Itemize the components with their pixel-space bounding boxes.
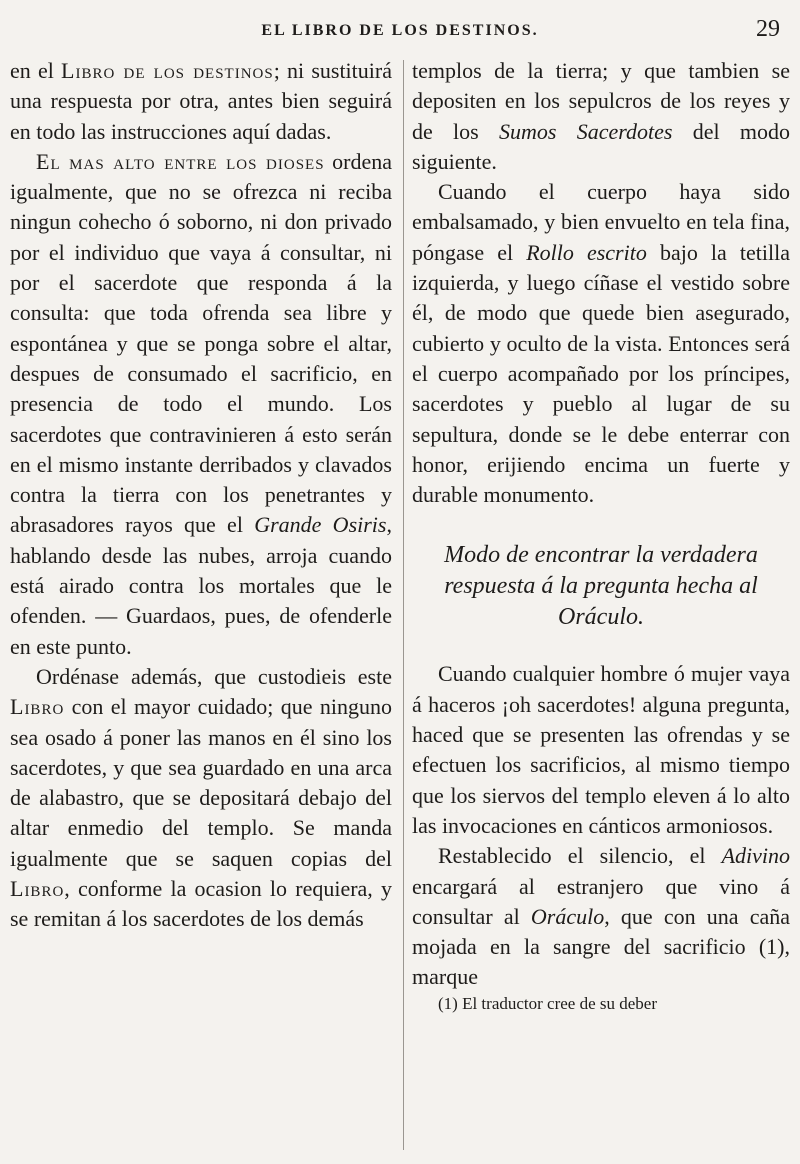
text-run: ordena igualmente, que no se ofrezca ni reciba ningun cohecho ó soborno, ni don privado por el individuo que vaya á consultar, ni por el sacerdote que responda á la consulta: que toda ofrenda sea libre y espontánea y que se ponga sobre el altar, despues de consumado el sacrificio, en presencia de todo el mundo. Los sacerdotes que contravinieren á esto serán en el mismo instante derribados y clavados contra la tierra con los penetrantes y abrasadores rayos que el <box>10 148 392 538</box>
paragraph <box>412 177 790 510</box>
text-run: encargará al estranjero que vino á consultar al <box>412 873 790 929</box>
paragraph <box>412 841 790 992</box>
text-run: ; ni sustituirá una respuesta por otra, antes bien seguirá en todo las instrucciones aquí dadas. <box>10 58 392 144</box>
left-column <box>10 56 392 935</box>
section-title: Modo de encontrar la verdadera respuesta á la pregunta hecha al Oráculo. <box>444 542 758 631</box>
small-caps-lead: El mas alto entre los dioses <box>36 148 325 174</box>
text-run: con el mayor cuidado; que ninguno sea osado á poner las manos en él sino los sacerdotes, y que sea guardado en una arca de alabastro, que se depositará debajo del altar enmedio del templo. Se manda igualmente que se saquen copias del <box>10 694 392 871</box>
text-run: Cuando el cuerpo haya sido embalsamado, y bien envuelto en tela fina, póngase el <box>412 179 790 265</box>
paragraph: Cuando cualquier hombre ó mujer vaya á haceros ¡oh sacerdotes! alguna pregunta, haced que se presenten las ofrendas y se efectuen los sacrificios, al mismo tiempo que los siervos del templo eleven á lo alto las invocaciones en cánticos armoniosos. <box>412 661 790 838</box>
italic-term: Rollo escrito <box>526 239 647 265</box>
italic-name: Grande Osiris <box>254 512 387 538</box>
small-caps-word: Libro <box>10 694 65 720</box>
book-title-small-caps: Libro de los destinos <box>61 58 274 83</box>
running-head: EL LIBRO DE LOS DESTINOS. <box>261 22 539 39</box>
text-run: , hablando desde las nubes, arroja cuando está airado contra los mortales que le ofenden. — Guardaos, pues, de ofenderle en este punto. <box>10 512 392 659</box>
italic-term: Oráculo <box>530 903 605 929</box>
paragraph <box>10 56 392 147</box>
italic-term: Adivino <box>721 843 790 869</box>
paragraph <box>412 56 790 177</box>
footnote: (1) El traductor cree de su deber <box>438 993 657 1013</box>
right-column <box>412 56 790 1015</box>
text-run: del modo siguiente. <box>412 118 790 174</box>
text-run: Restablecido el silencio, el <box>438 843 722 869</box>
small-caps-word: Libro <box>10 876 65 902</box>
column-divider <box>403 60 404 1150</box>
text-run: Ordénase además, que custodieis este <box>36 663 392 689</box>
paragraph <box>10 147 392 662</box>
paragraph <box>10 662 392 935</box>
text-run: en el <box>10 58 62 83</box>
text-run: , conforme la ocasion lo requiera, y se remitan á los sacerdotes de los demás <box>10 876 392 932</box>
page-number: 29 <box>756 16 780 42</box>
text-run: templos de la tierra; y que tambien se depositen en los sepulcros de los reyes y de los <box>412 58 790 144</box>
italic-term: Sumos Sacerdotes <box>499 118 673 144</box>
text-run: , que con una caña mojada en la sangre del sacrificio (1), marque <box>412 903 790 990</box>
text-run: bajo la tetilla izquierda, y luego cíñase el vestido sobre él, de modo que quede bien asegurado, cubierto y oculto de la vista. Entonces será el cuerpo acompañado por los príncipes, sacerdotes y pueblo al lugar de su sepultura, donde se le debe enterrar con honor, erijiendo encima un fuerte y durable monumento. <box>412 239 791 508</box>
